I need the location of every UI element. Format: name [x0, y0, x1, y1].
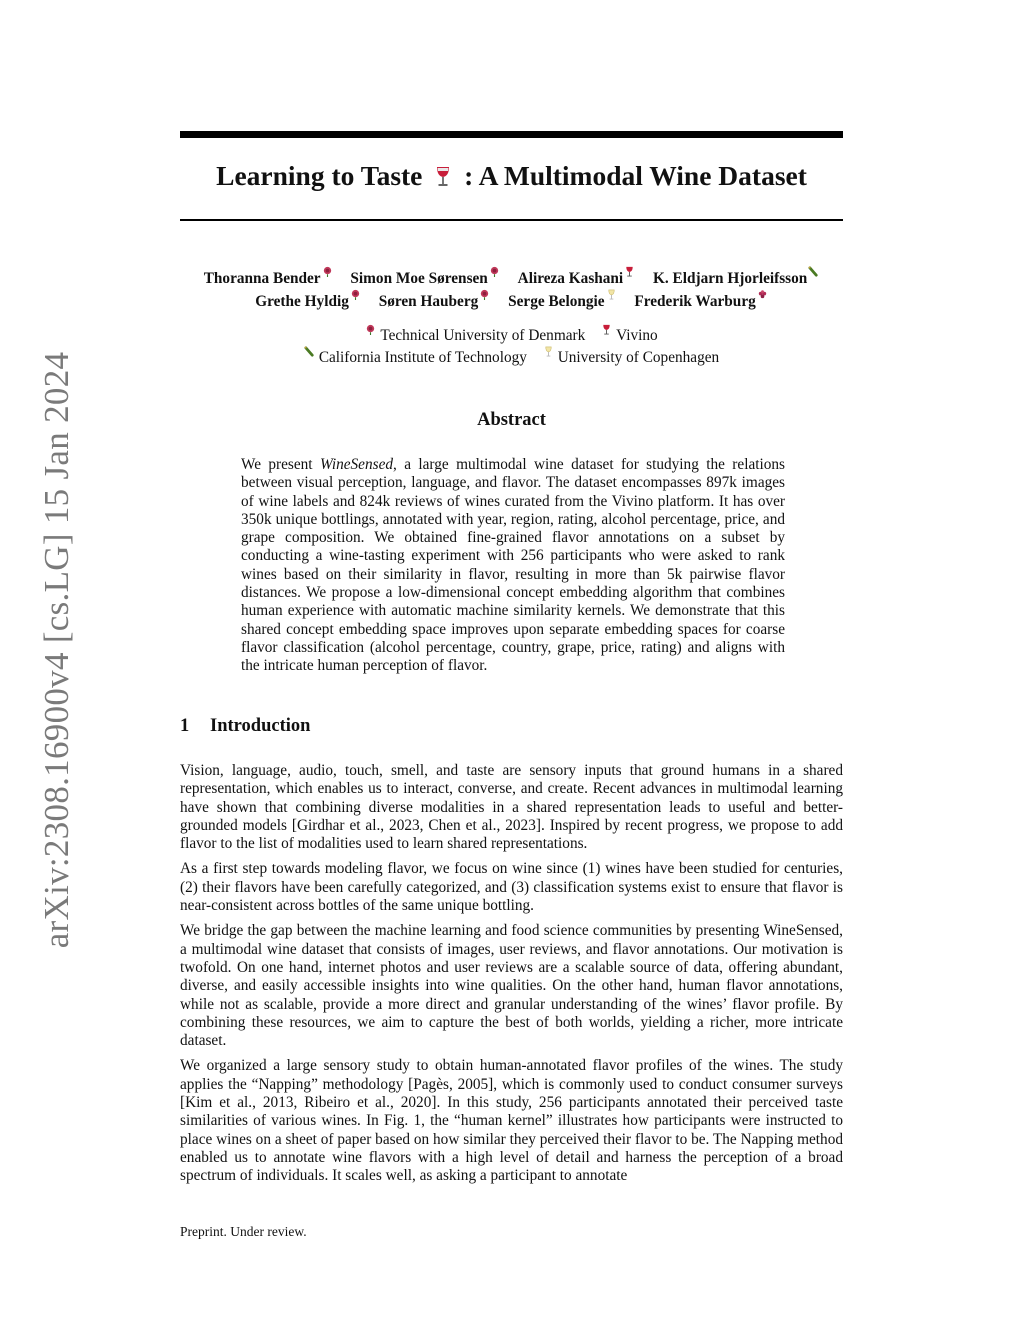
affiliation: [304, 346, 527, 368]
white-wine-icon: [543, 346, 554, 357]
footer-note: Preprint. Under review.: [180, 1224, 307, 1239]
author-name: K. Eldjarn Hjorleifsson: [653, 270, 808, 287]
rose-icon: [322, 266, 333, 277]
affiliation-list: [180, 324, 843, 368]
affiliation-name: University of Copenhagen: [557, 349, 720, 366]
author-name: Søren Hauberg: [378, 293, 479, 310]
wine-glass-icon: [624, 266, 635, 277]
affiliation-name: California Institute of Technology: [318, 349, 527, 366]
author: [255, 289, 361, 312]
author-name: Thoranna Bender: [203, 270, 321, 287]
bottle-icon: [808, 266, 819, 277]
affiliation-name: Technical University of Denmark: [380, 327, 586, 344]
author: [508, 289, 616, 312]
white-wine-icon: [606, 289, 617, 300]
wine-glass-icon: [433, 165, 453, 187]
author-name: Simon Moe Sørensen: [350, 270, 488, 287]
author-name: Alireza Kashani: [517, 270, 624, 287]
abstract-text: , a large multimodal wine dataset for studying the relations between visual perception, language, and flavor. The dataset encompasses 897k images of wine labels and 824k reviews of wines curated from the Vivino platform. It has over 350k unique bottlings, annotated with year, region, rating, alcohol percentage, price, and grape composition. We obtained fine-grained flavor annotations on a subset by conducting a wine-tasting experiment with 256 participants who were asked to rank wines based on their similarity in flavor, resulting in more than 5k pairwise flavor distances. We propose a low-dimensional concept embedding algorithm that combines human experience with automatic machine similarity kernels. We demonstrate that this shared concept embedding space improves upon separate embedding spaces for coarse flavor classification (alcohol percentage, country, grape, price, rating) and aligns with the intricate human perception of flavor.: [241, 456, 785, 675]
rose-icon: [479, 289, 490, 300]
author-list: [180, 266, 843, 312]
rose-icon: [350, 289, 361, 300]
affiliation: [601, 324, 658, 346]
affiliation-name: Vivino: [616, 327, 658, 344]
section-title: Introduction: [210, 716, 311, 736]
title-rule-top: [180, 131, 843, 138]
abstract-heading: Abstract: [477, 410, 546, 430]
abstract-body: [241, 456, 785, 676]
author-name: Grethe Hyldig: [255, 293, 349, 310]
rose-icon: [365, 324, 376, 335]
author: [518, 266, 636, 289]
paper-title: [180, 160, 843, 192]
paragraph: We organized a large sensory study to obtain human-annotated flavor profiles of the wines. The study applies the “Napping” methodology [Pagès, 2005], which is commonly used to conduct consumer surveys [Kim et al., 2013, Ribeiro et al., 2020]. In this study, 256 participants annotated their perceived taste similarities of various wines. In Fig. 1, the “human kernel” illustrates how participants were instructed to place wines on a sheet of paper based on how similar they perceived their flavor to be. The Napping method enabled us to annotate wine flavors with a high level of detail and harness the perception of a broad spectrum of individuals. It scales well, as asking a participant to annotate: [180, 1057, 843, 1185]
section-number: 1: [180, 716, 190, 736]
title-text-before: Learning to Taste: [216, 160, 423, 191]
title-rule-bottom: [180, 219, 843, 221]
author-name: Frederik Warburg: [634, 293, 756, 310]
rose-icon: [489, 266, 500, 277]
title-text-after: : A Multimodal Wine Dataset: [464, 160, 807, 191]
grapes-icon: [757, 289, 768, 300]
author: [204, 266, 333, 289]
introduction-body: [180, 762, 843, 1193]
paragraph: We bridge the gap between the machine learning and food science communities by presenting WineSensed, a multimodal wine dataset that consists of images, user reviews, and flavor annotations. Our motivation is twofold. On one hand, internet photos and user reviews are a scalable source of data, offering abundant, diverse, and easily accessible insights into wine qualities. On the other hand, human flavor annotations, while not as scalable, provide a more direct and granular understanding of the wines’ flavor profile. By combining these resources, we aim to capture the best of both worlds, yielding a richer, more intricate dataset.: [180, 922, 843, 1050]
author: [350, 266, 499, 289]
paragraph: Vision, language, audio, touch, smell, and taste are sensory inputs that ground humans in a shared representation, which enables us to interact, converse, and create. Recent advances in multimodal learning have shown that combining diverse modalities in a shared representation leads to useful and better-grounded models [Girdhar et al., 2023, Chen et al., 2023]. Inspired by recent progress, we propose to add flavor to the list of modalities used to learn shared representations.: [180, 762, 843, 853]
affiliation: [543, 346, 719, 368]
wine-glass-icon: [601, 324, 612, 335]
author-name: Serge Belongie: [508, 293, 605, 310]
bottle-icon: [304, 346, 315, 357]
dataset-name: WineSensed: [319, 456, 394, 473]
arxiv-stamp: arXiv:2308.16900v4 [cs.LG] 15 Jan 2024: [37, 351, 76, 949]
author: [653, 266, 819, 289]
section-heading: [180, 716, 310, 737]
affiliation: [365, 324, 585, 346]
paragraph: As a first step towards modeling flavor, we focus on wine since (1) wines have been studied for centuries, (2) their flavors have been carefully categorized, and (3) classification systems exist to ensure that flavor is near-consistent across bottles of the same unique bottling.: [180, 860, 843, 915]
author: [379, 289, 491, 312]
abstract-lead: We present: [241, 456, 320, 473]
author: [634, 289, 767, 312]
